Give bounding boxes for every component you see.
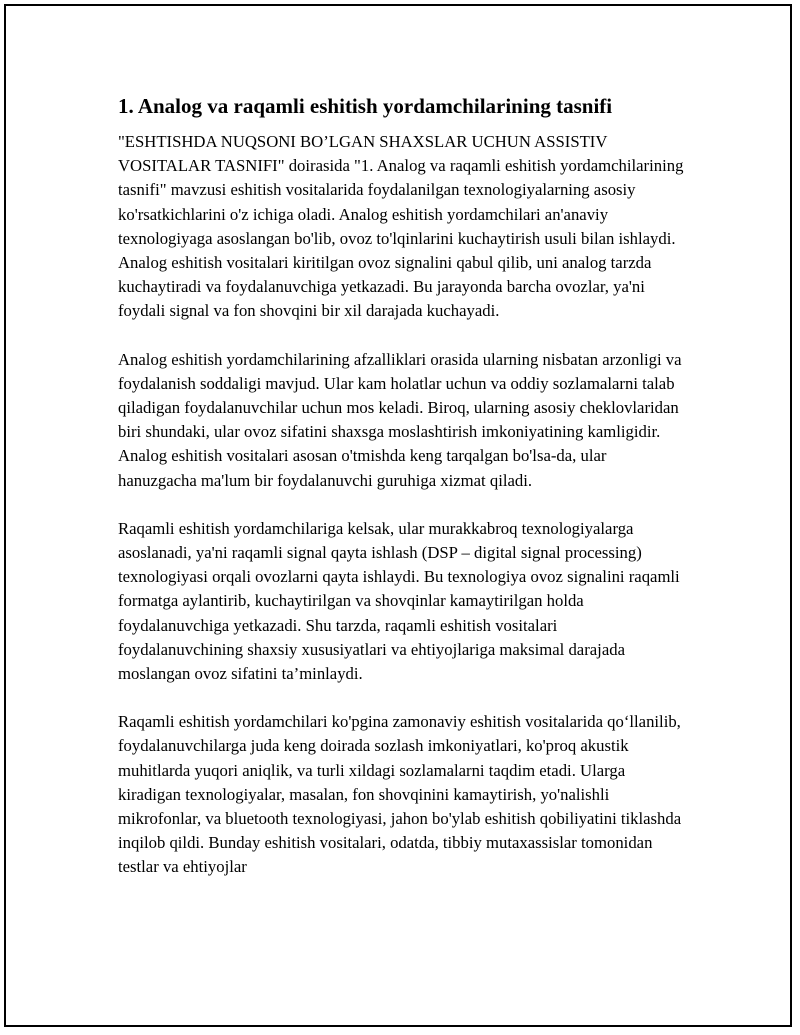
paragraph-2: Analog eshitish yordamchilarining afzalliklari orasida ularning nisbatan arzonligi va foydalanish soddaligi mavjud. Ular kam holatlar uchun va oddiy sozlamalarni talab qiladigan foydalanuvchilar uchun mos keladi. Biroq, ularning asosiy cheklovlaridan biri shundaki, ular ovoz sifatini shaxsga moslashtirish imkoniyatining kamligidir. Analog eshitish vositalari asosan o'tmishda keng tarqalgan bo'lsa-da, ular hanuzgacha ma'lum bir foydalanuvchi guruhiga xizmat qiladi. (118, 349, 682, 490)
paragraph-4: Raqamli eshitish yordamchilari ko'pgina zamonaviy eshitish vositalarida qo‘llanilib, foydalanuvchilarga juda keng doirada sozlash imkoniyatlari, ko'proq akustik muhitlarda yuqori aniqlik, va turli xildagi sozlamalarni taqdim etadi. Ularga kiradigan texnologiyalar, masalan, fon shovqinini kamaytirish, yo'nalishli mikrofonlar, va bluetooth texnologiyasi, jahon bo'ylab eshitish qobiliyatini tiklashda inqilob qildi. Bunday eshitish vositalari, odatda, tibbiy mutaxassislar tomonidan testlar va ehtiyojlar (118, 712, 682, 877)
paragraph-3: Raqamli eshitish yordamchilariga kelsak, ular murakkabroq texnologiyalarga asoslanadi, ya'ni raqamli signal qayta ishlash (DSP – digital signal processing) texnologiyasi orqali ovozlarni qayta ishlaydi. Bu texnologiya ovoz signalini raqamli formatga aylantirib, kuchaytirilgan va shovqinlar kamaytirilgan holda foydalanuvchiga yetkazadi. Shu tarzda, raqamli eshitish vositalari foydalanuvchining shaxsiy xususiyatlari va ehtiyojlariga maksimal darajada moslangan ovoz sifatini ta’minlaydi. (118, 518, 680, 684)
document-body (118, 92, 684, 904)
paragraph-1: "ESHTISHDA NUQSONI BO’LGAN SHAXSLAR UCHUN ASSISTIV VOSITALAR TASNIFI" doirasida "1. Analog va raqamli eshitish yordamchilarining tasnifi" mavzusi eshitish vositalarida foydalanilgan texnologiyalarning asosiy ko'rsatkichlarini o'z ichiga oladi. Analog eshitish yordamchilari an'anaviy texnologiyaga asoslangan bo'lib, ovoz to'lqinlarini kuchaytirish usuli bilan ishlaydi. Analog eshitish vositalari kiritilgan ovoz signalini qabul qilib, uni analog tarzda kuchaytiradi va foydalanuvchiga yetkazadi. Bu jarayonda barcha ovozlar, ya'ni foydali signal va fon shovqini bir xil darajada kuchayadi. (118, 132, 684, 321)
section-heading: 1. Analog va raqamli eshitish yordamchilarining tasnifi (118, 94, 613, 118)
